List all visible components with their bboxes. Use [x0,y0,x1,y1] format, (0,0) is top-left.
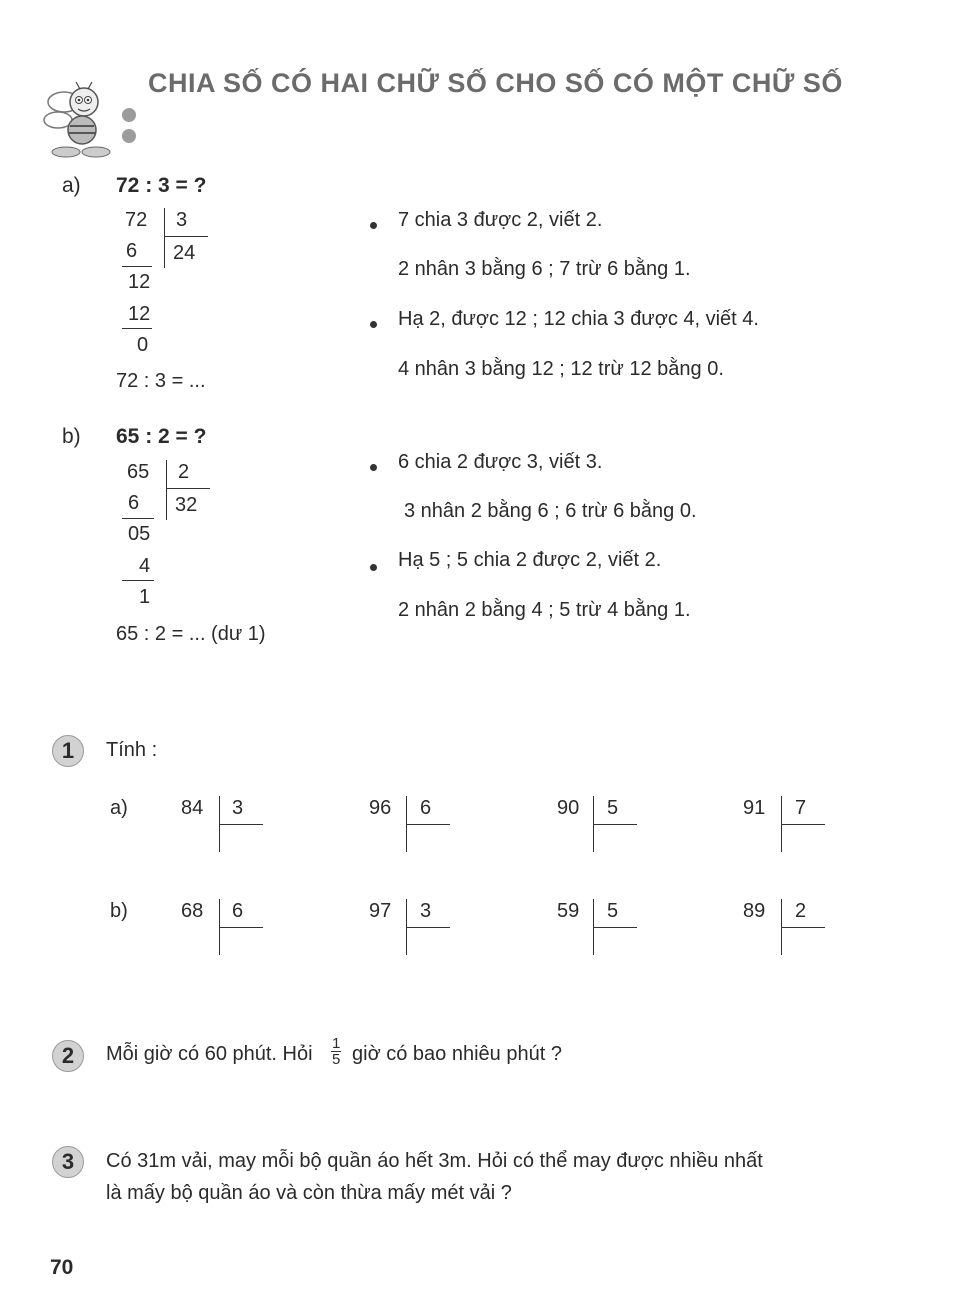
exercise-3-line-2: là mấy bộ quần áo và còn thừa mấy mét vải ? [106,1182,512,1204]
example-a-step-3: 12 [128,303,151,325]
example-b-step-1: 6 [128,492,140,514]
example-b-underline-2 [122,580,154,581]
division-divisor: 6 [420,797,432,819]
example-a-dividend: 72 [125,209,148,231]
division-dividend: 91 [743,797,766,819]
example-b-underline-1 [122,518,154,519]
example-a-quotient-line [164,236,208,237]
bullet-icon [370,321,377,328]
example-b-explanation-4: 2 nhân 2 bằng 4 ; 5 trừ 4 bằng 1. [398,599,691,621]
example-b-result: 65 : 2 = ... (dư 1) [116,623,266,645]
exercise-2-fraction [331,1036,341,1067]
example-b-quotient-line [166,488,210,489]
exercise-2-text-before: Mỗi giờ có 60 phút. Hỏi [106,1043,313,1065]
example-a-quotient: 24 [173,242,196,264]
division-dividend: 96 [369,797,392,819]
example-b-problem: 65 : 2 = ? [116,425,207,448]
fraction-numerator: 1 [332,1035,341,1052]
bullet-icon [370,464,377,471]
example-b-explanation-2: 3 nhân 2 bằng 6 ; 6 trừ 6 bằng 0. [404,500,697,522]
bullet-icon [370,564,377,571]
example-a-explanation-1: 7 chia 3 được 2, viết 2. [398,209,603,231]
example-b-step-3: 4 [139,555,151,577]
example-a-underline-2 [122,328,152,329]
example-a-step-2: 12 [128,271,151,293]
example-b-explanation-1: 6 chia 2 được 3, viết 3. [398,451,603,473]
exercise-2-text-after: giờ có bao nhiêu phút ? [352,1043,562,1065]
example-b-divisor: 2 [178,461,190,483]
example-a-result: 72 : 3 = ... [116,370,206,392]
example-a-label: a) [62,174,81,197]
division-divisor: 5 [607,900,619,922]
example-a-step-1: 6 [126,240,138,262]
exercise-3-line-1: Có 31m vải, may mỗi bộ quần áo hết 3m. Hỏi có thể may được nhiều nhất [106,1150,763,1172]
division-divisor: 7 [795,797,807,819]
division-dividend: 90 [557,797,580,819]
example-a-explanation-2: 2 nhân 3 bằng 6 ; 7 trừ 6 bằng 1. [398,258,691,280]
example-b-dividend: 65 [127,461,150,483]
example-a-divisor: 3 [176,209,188,231]
bullet-icon [370,222,377,229]
example-a-underline-1 [122,266,152,267]
example-b-step-4: 1 [139,586,151,608]
division-dividend: 84 [181,797,204,819]
example-b-quotient: 32 [175,494,198,516]
example-a-step-4: 0 [137,334,149,356]
example-b-step-2: 05 [128,523,151,545]
exercise-1-row-b-label: b) [110,900,128,922]
example-b-label: b) [62,425,81,448]
exercise-2-badge: 2 [52,1040,84,1072]
division-divisor: 2 [795,900,807,922]
example-a-division-bar [164,208,165,268]
division-dividend: 97 [369,900,392,922]
division-dividend: 89 [743,900,766,922]
division-dividend: 59 [557,900,580,922]
example-a-explanation-4: 4 nhân 3 bằng 12 ; 12 trừ 12 bằng 0. [398,358,724,380]
division-divisor: 3 [232,797,244,819]
page-number: 70 [50,1256,74,1279]
exercise-3-badge: 3 [52,1146,84,1178]
example-b-explanation-3: Hạ 5 ; 5 chia 2 được 2, viết 2. [398,549,662,571]
bee-mascot-icon [36,80,146,162]
fraction-denominator: 5 [332,1051,341,1068]
example-a-problem: 72 : 3 = ? [116,174,207,197]
exercise-1-row-a-label: a) [110,797,128,819]
exercise-1-prompt: Tính : [106,739,158,761]
division-divisor: 3 [420,900,432,922]
division-divisor: 6 [232,900,244,922]
division-dividend: 68 [181,900,204,922]
exercise-1-badge: 1 [52,735,84,767]
page-title: CHIA SỐ CÓ HAI CHỮ SỐ CHO SỐ CÓ MỘT CHỮ SỐ [148,68,843,98]
division-divisor: 5 [607,797,619,819]
example-b-division-bar [166,460,167,520]
example-a-explanation-3: Hạ 2, được 12 ; 12 chia 3 được 4, viết 4. [398,308,759,330]
